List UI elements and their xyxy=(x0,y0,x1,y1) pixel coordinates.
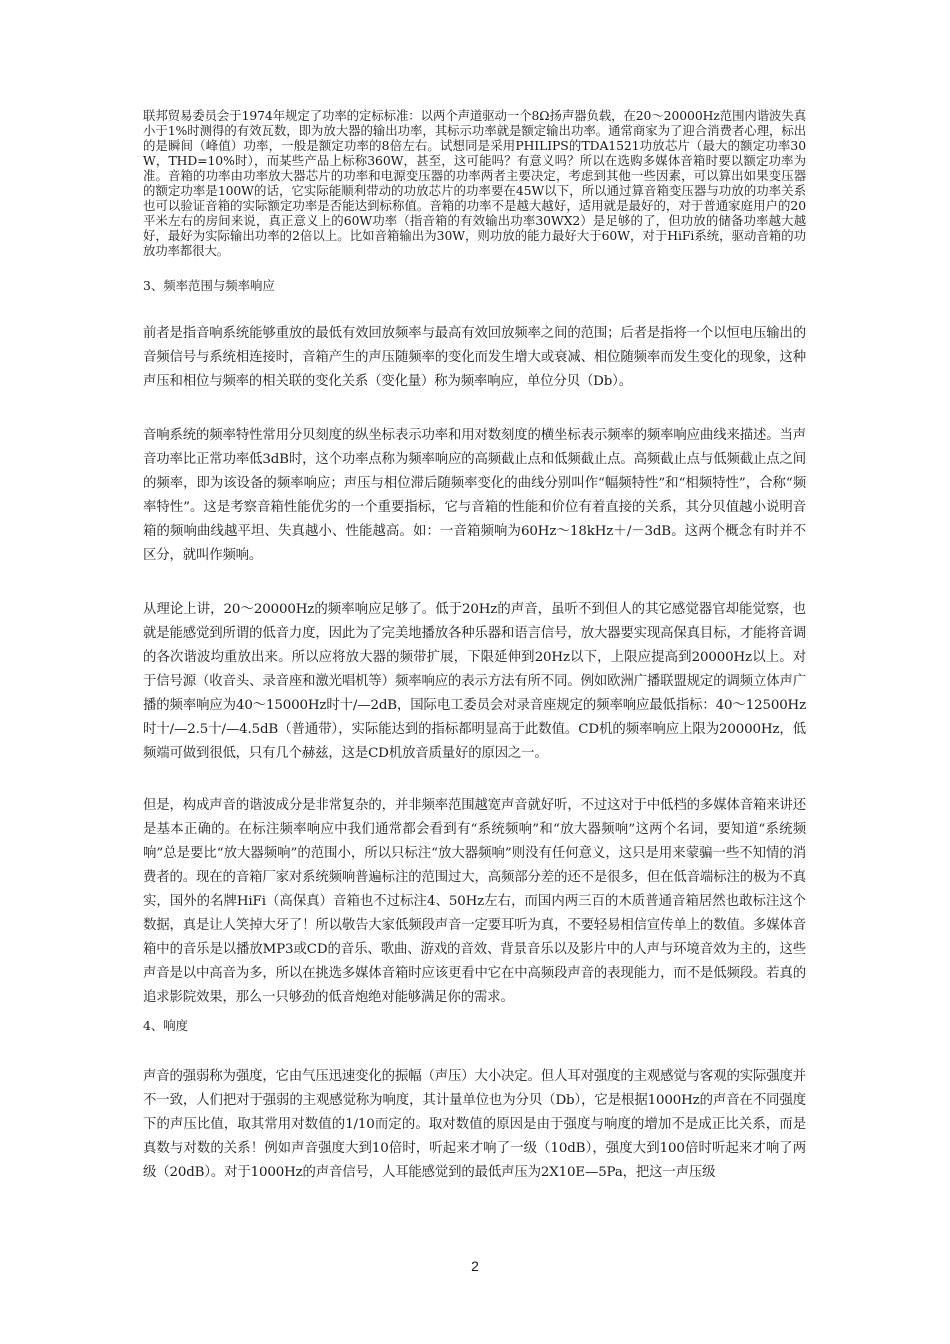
paragraph-frequency-characteristics: 音响系统的频率特性常用分贝刻度的纵坐标表示功率和用对数刻度的横坐标表示频率的频率响应曲线来描述。当声音功率比正常功率低3dB时，这个功率点称为频率响应的高频截止点和低频截止点。高频截止点与低频截止点之间的频率，即为该设备的频率响应；声压与相位滞后随频率变化的曲线分别叫作“幅频特性”和“相频特性”，合称“频率特性”。这是考察音箱性能优劣的一个重要指标，它与音箱的性能和价位有着直接的关系，其分贝值越小说明音箱的频响曲线越平坦、失真越小、性能越高。如：一音箱频响为60Hz～18kHz＋/－3dB。这两个概念有时并不区分，就叫作频响。 xyxy=(143,428,806,563)
page-number: 2 xyxy=(471,1258,479,1274)
paragraph-loudness: 声音的强弱称为强度，它由气压迅速变化的振幅（声压）大小决定。但人耳对强度的主观感觉与客观的实际强度并不一致，人们把对于强弱的主观感觉称为响度，其计量单位也为分贝（Db），它是根据1000Hz的声音在不同强度下的声压比值，取其常用对数值的1/10而定的。取对数值的原因是由于强度与响度的增加不是成正比关系，而是真数与对数的关系！例如声音强度大到10倍时，听起来才响了一级（10dB），强度大到100倍时听起来才响了两级（20dB）。对于1000Hz的声音信号，人耳能感觉到的最低声压为2X10E—5Pa，把这一声压级 xyxy=(143,1069,806,1180)
section-heading-loudness: 4、响度 xyxy=(143,1018,189,1033)
paragraph-power-rating: 联邦贸易委员会于1974年规定了功率的定标标准：以两个声道驱动一个8Ω扬声器负载，在20～20000Hz范围内谐波失真小于1%时测得的有效瓦数，即为放大器的输出功率，其标示功率就是额定输出功率。通常商家为了迎合消费者心理，标出的是瞬间（峰值）功率，一般是额定功率的8倍左右。试想同是采用PHILIPS的TDA1521功放芯片（最大的额定功率30W，THD=10%时），而某些产品上标称360W，甚至，这可能吗？有意义吗？所以在选购多媒体音箱时要以额定功率为准。音箱的功率由功率放大器芯片的功率和电源变压器的功率两者主要决定，考虑到其他一些因素，可以算出如果变压器的额定功率是100W的话，它实际能顺利带动的功放芯片的功率要在45W以下，所以通过算音箱变压器与功放的功率关系也可以验证音箱的实际额定功率是否能达到标称值。音箱的功率不是越大越好，适用就是最好的，对于普通家庭用户的20平米左右的房间来说，真正意义上的60W功率（指音箱的有效输出功率30WX2）是足够的了，但功放的储备功率越大越好，最好为实际输出功率的2倍以上。比如音箱输出为30W，则功放的能力最好大于60W，对于HiFi系统，驱动音箱的功放功率都很大。 xyxy=(143,108,806,258)
paragraph-frequency-definition: 前者是指音响系统能够重放的最低有效回放频率与最高有效回放频率之间的范围；后者是指将一个以恒电压输出的音频信号与系统相连接时，音箱产生的声压随频率的变化而发生增大或衰减、相位随频率而发生变化的现象，这种声压和相位与频率的相关联的变化关系（变化量）称为频率响应，单位分贝（Db）。 xyxy=(143,326,806,389)
paragraph-harmonic-components: 但是，构成声音的谐波成分是非常复杂的，并非频率范围越宽声音就好听，不过这对于中低档的多媒体音箱来讲还是基本正确的。在标注频率响应中我们通常都会看到有“系统频响”和“放大器频响”这两个名词，要知道“系统频响”总是要比“放大器频响”的范围小，所以只标注“放大器频响”则没有任何意义，这只是用来蒙骗一些不知情的消费者的。现在的音箱厂家对系统频响普遍标注的范围过大，高频部分差的还不是很多，但在低音端标注的极为不真实，国外的名牌HiFi（高保真）音箱也不过标注4、50Hz左右，而国内两三百的木质普通音箱居然也敢标注这个数据，真是让人笑掉大牙了！所以敬告大家低频段声音一定要耳听为真，不要轻易相信宣传单上的数值。多媒体音箱中的音乐是以播放MP3或CD的音乐、歌曲、游戏的音效、背景音乐以及影片中的人声与环境音效为主的，这些声音是以中高音为多，所以在挑选多媒体音箱时应该更看中它在中高频段声音的表现能力，而不是低频段。若真的追求影院效果，那么一只够劲的低音炮绝对能够满足你的需求。 xyxy=(143,798,806,1005)
paragraph-frequency-theory: 从理论上讲，20～20000Hz的频率响应足够了。低于20Hz的声音，虽听不到但人的其它感觉器官却能觉察，也就是能感觉到所谓的低音力度，因此为了完美地播放各种乐器和语言信号，放大器要实现高保真目标，才能将音调的各次谐波均重放出来。所以应将放大器的频带扩展，下限延伸到20Hz以下，上限应提高到20000Hz以上。对于信号源（收音头、录音座和激光唱机等）频率响应的表示方法有所不同。例如欧洲广播联盟规定的调频立体声广播的频率响应为40～15000Hz时十/—2dB，国际电工委员会对录音座规定的频率响应最低指标：40～12500Hz时十/—2.5十/—4.5dB（普通带），实际能达到的指标都明显高于此数值。CD机的频率响应上限为20000Hz，低频端可做到很低，只有几个赫兹，这是CD机放音质量好的原因之一。 xyxy=(143,602,806,761)
section-heading-frequency-range: 3、频率范围与频率响应 xyxy=(143,278,275,293)
